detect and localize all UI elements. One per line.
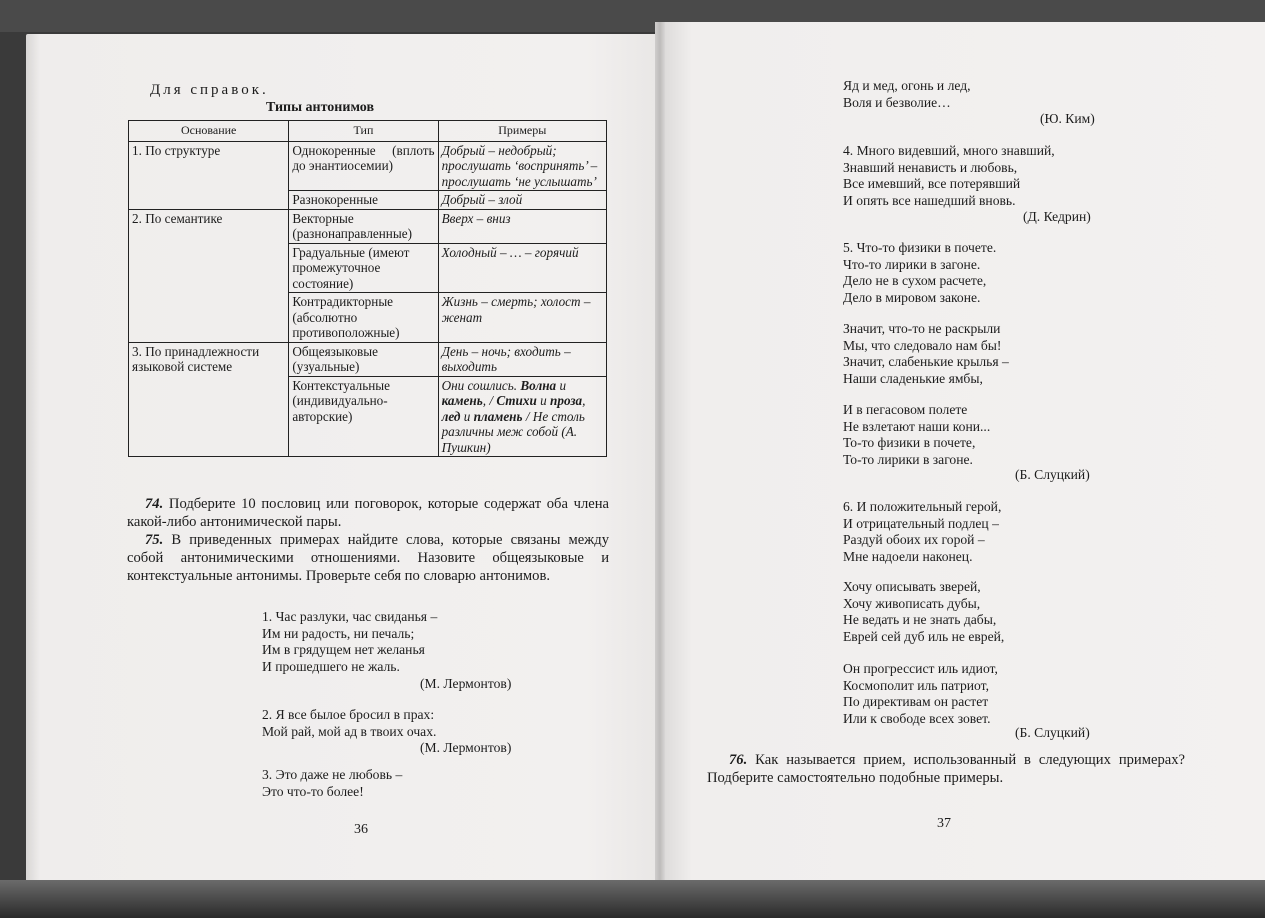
poem-1: 1. Час разлуки, час свиданья – Им ни радость, ни печаль; Им в грядущем нет желанья И прошедшего не жаль. xyxy=(262,609,438,674)
example-bold-word: Волна xyxy=(520,377,557,393)
table-row xyxy=(129,141,607,191)
basis-cell: 2. По семантике xyxy=(129,209,289,342)
poem-3: 3. Это даже не любовь – Это что-то более! xyxy=(262,767,403,799)
poem-2: 2. Я все былое бросил в прах: Мой рай, мой ад в твоих очах. xyxy=(262,707,437,739)
example-bold-word: лед xyxy=(441,408,461,424)
example-text: и xyxy=(460,408,474,424)
background-bottom xyxy=(0,880,1265,918)
type-cell: Векторные (разнонаправленные) xyxy=(289,209,438,243)
type-cell: Однокоренные (вплоть до энантиосемии) xyxy=(289,141,438,191)
task-number: 74. xyxy=(145,496,164,512)
task-number: 76. xyxy=(729,752,748,768)
example-cell: Жизнь – смерть; холост – женат xyxy=(438,293,606,343)
table-row xyxy=(129,209,607,243)
header-type: Тип xyxy=(289,121,438,142)
table-title: Типы антонимов xyxy=(266,100,375,115)
example-text: и xyxy=(536,393,551,408)
task-76 xyxy=(707,751,1185,787)
task-text: В приведенных примерах найдите слова, которые связаны между собой антонимическими отношениями. Назовите общеязыковые и контекстуальные антонимы. Проверьте себя по словарю антонимов. xyxy=(127,532,609,584)
task-text: Как называется прием, использованный в следующих примерах? Подберите самостоятельно подобные примеры. xyxy=(707,752,1185,786)
example-bold-word: Стихи xyxy=(496,393,537,408)
basis-cell: 3. По принадлежности языковой системе xyxy=(129,342,289,457)
reference-label: Для справок. xyxy=(150,82,269,98)
poem-3-author: (Ю. Ким) xyxy=(1040,111,1095,126)
basis-cell: 1. По структуре xyxy=(129,141,289,209)
poem-5-stanza-1: 5. Что-то физики в почете. Что-то лирики в загоне. Дело не в сухом расчете, Дело в мировом законе. xyxy=(843,240,997,305)
example-cell: Холодный – … – горячий xyxy=(438,243,606,293)
header-examples: Примеры xyxy=(438,121,606,142)
type-cell: Контекстуальные (индивидуально-авторские) xyxy=(289,376,438,457)
example-text: и xyxy=(556,377,567,393)
example-text: , / xyxy=(482,393,497,408)
type-cell: Разнокоренные xyxy=(289,191,438,210)
example-bold-word: пламень xyxy=(473,408,523,424)
poem-3-continued: Яд и мед, огонь и лед, Воля и безволие… xyxy=(843,78,971,110)
example-cell: День – ночь; входить – выходить xyxy=(438,342,606,376)
example-cell xyxy=(438,376,606,457)
page-number-right: 37 xyxy=(937,816,951,831)
book-spine xyxy=(655,22,665,902)
task-text: Подберите 10 пословиц или поговорок, которые содержат оба члена какой-либо антонимической пары. xyxy=(127,496,609,530)
poem-2-author: (М. Лермонтов) xyxy=(420,740,512,755)
poem-6-stanza-2: Хочу описывать зверей, Хочу живописать дубы, Не ведать и не знать дабы, Еврей сей дуб иль не еврей, xyxy=(843,579,1005,644)
poem-6-stanza-3: Он прогрессист иль идиот, Космополит иль патриот, По директивам он растет Или к свободе всех зовет. xyxy=(843,661,998,726)
poem-4: 4. Много видевший, много знавший, Знавший ненависть и любовь, Все имевший, все потерявший И опять все нашедший вновь. xyxy=(843,143,1055,208)
example-cell: Добрый – недобрый; прослушать ‘воспринять’ – прослушать ‘не услышать’ xyxy=(438,141,606,191)
page-number-left: 36 xyxy=(354,822,368,837)
header-basis: Основание xyxy=(129,121,289,142)
example-text: / Не столь различны меж собой (А. Пушкин) xyxy=(441,408,585,455)
poem-5-stanza-2: Значит, что-то не раскрыли Мы, что следовало нам бы! Значит, слабенькие крылья – Наши сладенькие ямбы, xyxy=(843,321,1009,386)
poem-1-author: (М. Лермонтов) xyxy=(420,676,512,691)
poem-6-stanza-1: 6. И положительный герой, И отрицательный подлец – Раздуй обоих их горой – Мне надоели наконец. xyxy=(843,499,1002,564)
example-cell: Добрый – злой xyxy=(438,191,606,210)
example-cell: Вверх – вниз xyxy=(438,209,606,243)
type-cell: Контрадикторные (абсолютно противоположные) xyxy=(289,293,438,343)
poem-6-author: (Б. Слуцкий) xyxy=(1015,725,1090,740)
poem-5-author: (Б. Слуцкий) xyxy=(1015,467,1090,482)
table-row xyxy=(129,342,607,376)
antonym-types-table xyxy=(128,120,607,457)
task-number: 75. xyxy=(145,532,164,548)
table-header-row xyxy=(129,121,607,142)
poem-4-author: (Д. Кедрин) xyxy=(1023,209,1091,224)
example-bold-word: проза xyxy=(550,393,583,408)
task-75 xyxy=(127,531,609,585)
type-cell: Общеязыковые (узуальные) xyxy=(289,342,438,376)
example-text: , xyxy=(582,393,586,408)
example-text: Они сошлись. xyxy=(441,377,521,393)
example-bold-word: камень xyxy=(441,393,483,408)
task-74 xyxy=(127,495,609,531)
type-cell: Градуальные (имеют промежуточное состояние) xyxy=(289,243,438,293)
poem-5-stanza-3: И в пегасовом полете Не взлетают наши кони... То-то физики в почете, То-то лирики в загоне. xyxy=(843,402,991,467)
